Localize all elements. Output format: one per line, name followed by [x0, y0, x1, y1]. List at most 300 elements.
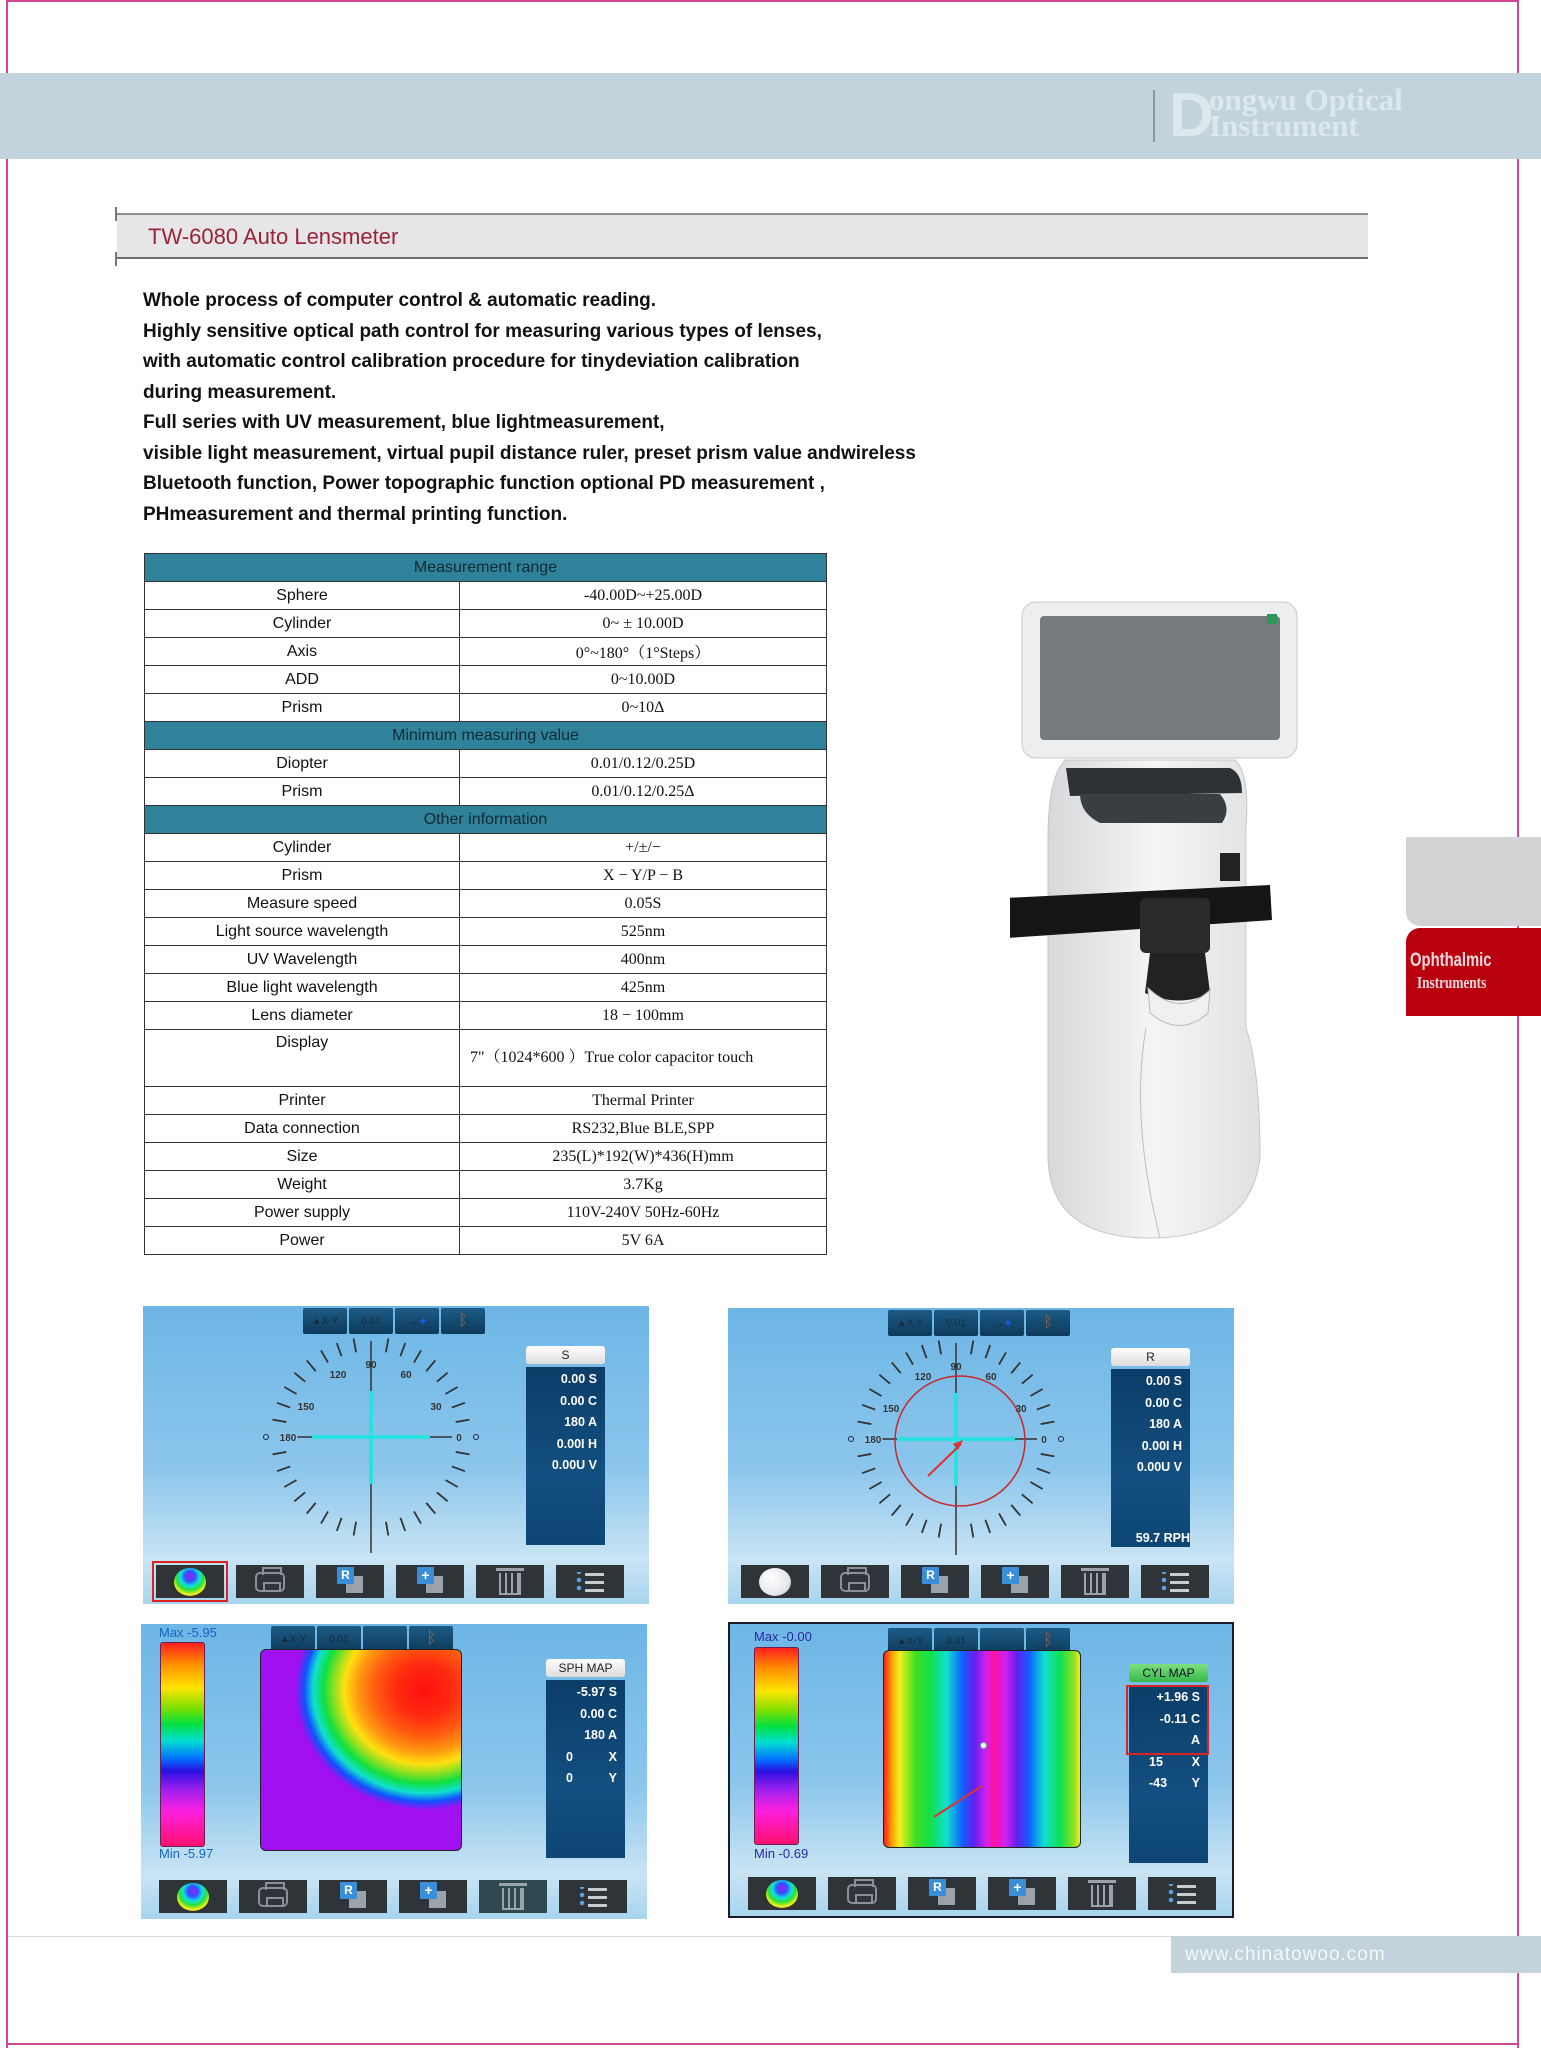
spec-value: 18 − 100mm — [460, 1002, 827, 1030]
color-scale-bar — [160, 1642, 205, 1847]
dial-tick — [452, 1466, 465, 1471]
dial-end-marker — [1059, 1437, 1064, 1442]
spec-label: Power — [145, 1227, 460, 1255]
dial-tick — [869, 1389, 881, 1396]
spec-value: 235(L)*192(W)*436(H)mm — [460, 1143, 827, 1171]
dial-tick — [1030, 1389, 1042, 1396]
dial-tick — [277, 1466, 290, 1471]
y-coordinate — [546, 1768, 625, 1790]
y-value: 0 — [566, 1771, 573, 1785]
dial-label: 60 — [400, 1370, 412, 1381]
product-title: TW-6080 Auto Lensmeter — [148, 224, 399, 249]
table-row — [145, 750, 827, 778]
table-row — [145, 862, 827, 890]
menu-button[interactable] — [1148, 1877, 1216, 1910]
bluetooth-icon: ᛒ — [1043, 1632, 1053, 1649]
step-button[interactable]: 0.01 — [934, 1628, 978, 1654]
trash-icon — [499, 1573, 521, 1595]
description-line: Bluetooth function, Power topographic function optional PD measurement , — [143, 473, 825, 494]
dial-tick — [892, 1362, 901, 1373]
screen-sph-map — [141, 1624, 647, 1919]
lens-icon — [759, 1568, 791, 1596]
menu-icon — [579, 1887, 607, 1907]
mode-tab[interactable]: SPH MAP — [546, 1659, 625, 1677]
axis-value: 180 A — [1149, 1417, 1182, 1431]
sphere-value: 0.00 S — [1145, 1374, 1182, 1388]
dial-tick — [906, 1513, 913, 1525]
spec-value: 0~ ± 10.00D — [460, 610, 827, 638]
highlight-box — [1126, 1685, 1209, 1755]
description-line: Whole process of computer control & automatic reading. — [143, 290, 657, 311]
dial-label: 120 — [914, 1372, 932, 1383]
dial-tick — [400, 1343, 405, 1356]
dial-tick — [1037, 1468, 1050, 1473]
dial-tick — [445, 1387, 457, 1394]
dial-tick — [294, 1492, 305, 1501]
dial-tick — [939, 1341, 941, 1355]
table-row — [145, 974, 827, 1002]
dial-tick — [277, 1403, 290, 1408]
cylinder-value: 0.00 C — [580, 1706, 617, 1721]
dial-tick — [858, 1422, 872, 1424]
prism-h-value: 0.00I H — [1141, 1438, 1182, 1453]
table-row — [145, 638, 827, 666]
printer-icon — [840, 1572, 870, 1592]
prism-v-value: 0.00U V — [551, 1458, 597, 1472]
spec-value: 0°~180°（1°Steps） — [460, 638, 827, 666]
dial-end-marker — [474, 1435, 479, 1440]
dial-label: 150 — [297, 1402, 315, 1413]
arrow-icon: → — [407, 1314, 420, 1328]
menu-icon — [1161, 1572, 1189, 1592]
cylinder-value: 0.00 C — [1145, 1395, 1182, 1410]
section-header — [145, 554, 827, 582]
spec-label: Diopter — [145, 750, 460, 778]
spec-value: -40.00D~+25.00D — [460, 582, 827, 610]
spec-value: 0~10Δ — [460, 694, 827, 722]
product-description — [143, 286, 993, 530]
right-left-icon: R — [918, 1567, 952, 1597]
screen-cyl-map — [728, 1622, 1234, 1918]
spec-label: Lens diameter — [145, 1002, 460, 1030]
page-border-top — [6, 0, 1519, 2]
table-row — [145, 582, 827, 610]
power-map-icon — [177, 1883, 209, 1911]
dial-tick — [906, 1352, 913, 1364]
reading-panel — [1111, 1348, 1190, 1547]
screen-bottom-toolbar — [748, 1877, 1216, 1910]
description-line: Highly sensitive optical path control for measuring various types of lenses, — [143, 320, 822, 342]
step-button[interactable]: 0.01 — [317, 1626, 361, 1652]
reading-values — [546, 1680, 625, 1858]
spec-value: RS232,Blue BLE,SPP — [460, 1115, 827, 1143]
direction-arrow — [884, 1651, 1080, 1847]
sphere-value: 0.00 S — [560, 1372, 597, 1386]
axis-value: 180 A — [564, 1415, 597, 1429]
section-title: Minimum measuring value — [145, 722, 827, 750]
page-border-right — [1517, 0, 1519, 2048]
spec-value: 5V 6A — [460, 1227, 827, 1255]
sphere-value: +1.96 S — [1156, 1690, 1200, 1704]
section-header — [145, 806, 827, 834]
dial-tick — [437, 1492, 448, 1501]
table-row — [145, 1171, 827, 1199]
side-tab-line-2: Instruments — [1417, 973, 1487, 992]
dial-tick — [337, 1343, 342, 1356]
mode-tab[interactable]: R — [1111, 1348, 1190, 1366]
logo-line-2: Instrument — [1209, 108, 1359, 143]
dial-tick — [414, 1350, 421, 1362]
table-row — [145, 778, 827, 806]
spec-value: 0.01/0.12/0.25D — [460, 750, 827, 778]
section-header — [145, 722, 827, 750]
menu-button[interactable] — [556, 1565, 624, 1598]
dial-tick — [858, 1454, 872, 1456]
table-row — [145, 1002, 827, 1030]
cylinder-value: -0.11 C — [1159, 1711, 1200, 1726]
table-row — [145, 946, 827, 974]
prism-v-value: 0.00U V — [1136, 1460, 1182, 1474]
axis-value: A — [1190, 1733, 1200, 1747]
reading-panel — [546, 1659, 625, 1858]
logo-line-1: ongwu Optical — [1209, 82, 1403, 117]
dial-tick — [414, 1511, 421, 1523]
spec-label: Prism — [145, 694, 460, 722]
right-left-button[interactable] — [316, 1565, 384, 1598]
lens-type-button[interactable] — [741, 1565, 809, 1598]
spec-label: Cylinder — [145, 834, 460, 862]
table-row — [145, 1199, 827, 1227]
right-left-icon: R — [925, 1879, 959, 1909]
power-map-button[interactable] — [159, 1880, 227, 1913]
spec-label: Printer — [145, 1087, 460, 1115]
menu-icon — [576, 1572, 604, 1592]
dial-tick — [354, 1522, 356, 1536]
x-coordinate — [546, 1747, 625, 1769]
dial-label: 180 — [864, 1435, 882, 1446]
y-label: Y — [1191, 1776, 1200, 1790]
lensmeter-device-image — [1010, 598, 1330, 1248]
bluetooth-button[interactable] — [1026, 1310, 1070, 1336]
dial-tick — [400, 1518, 405, 1531]
screen-progressive-lens — [728, 1308, 1234, 1604]
menu-button[interactable] — [1141, 1565, 1209, 1598]
table-row — [145, 1143, 827, 1171]
side-tab-category — [1406, 928, 1541, 1016]
footer-url[interactable]: www.chinatowoo.com — [1185, 1944, 1386, 1965]
print-button[interactable] — [236, 1565, 304, 1598]
add-button[interactable] — [988, 1877, 1056, 1910]
dial-tick — [879, 1494, 890, 1503]
dial-tick — [1011, 1362, 1020, 1373]
reading-values — [1129, 1685, 1208, 1863]
spec-value: +/±/− — [460, 834, 827, 862]
sphere-power-map — [260, 1649, 462, 1851]
dial-label: 90 — [365, 1360, 377, 1371]
dial-tick — [284, 1480, 296, 1487]
add-icon: + — [998, 1567, 1032, 1597]
scale-max-label: Max -5.95 — [159, 1625, 217, 1640]
dial-label: 120 — [329, 1370, 347, 1381]
scale-min-label: Min -5.97 — [159, 1846, 214, 1861]
logo-initial: D — [1169, 81, 1214, 150]
menu-button[interactable] — [559, 1880, 627, 1913]
trash-icon — [1091, 1885, 1113, 1907]
right-left-button[interactable] — [319, 1880, 387, 1913]
dial-tick — [999, 1513, 1006, 1525]
spec-value: X − Y/P − B — [460, 862, 827, 890]
description-line: during measurement. — [143, 381, 337, 403]
prism-mode-button[interactable]: ▲X-Y — [303, 1308, 347, 1334]
spec-label: Blue light wavelength — [145, 974, 460, 1002]
print-button[interactable] — [821, 1565, 889, 1598]
description-line: with automatic control calibration procedure for tinydeviation calibration — [143, 351, 800, 372]
add-button[interactable] — [399, 1880, 467, 1913]
x-label: X — [608, 1749, 617, 1764]
mode-tab[interactable]: S — [526, 1346, 605, 1364]
dial-label: 150 — [882, 1404, 900, 1415]
step-button[interactable]: 0.01 — [349, 1308, 393, 1334]
spec-value: 0.05S — [460, 890, 827, 918]
prism-mode-button[interactable]: ▲X-Y — [271, 1626, 315, 1652]
dial-tick — [869, 1482, 881, 1489]
dial-tick — [971, 1341, 973, 1355]
trash-icon — [1084, 1573, 1106, 1595]
spec-label: Display — [145, 1030, 460, 1087]
spec-label: Data connection — [145, 1115, 460, 1143]
spec-label: ADD — [145, 666, 460, 694]
dial-tick — [985, 1345, 990, 1358]
dial-tick — [456, 1420, 470, 1422]
dial-tick — [386, 1339, 388, 1353]
dial-tick — [862, 1468, 875, 1473]
reading-panel — [526, 1346, 605, 1545]
cylinder-power-map — [883, 1650, 1081, 1848]
bluetooth-icon: ᛒ — [426, 1630, 436, 1647]
screen-bottom-toolbar — [159, 1880, 627, 1913]
table-row — [145, 1227, 827, 1255]
delete-button[interactable] — [479, 1880, 547, 1913]
print-button[interactable] — [239, 1880, 307, 1913]
dial-tick — [1037, 1405, 1050, 1410]
x-value: 15 — [1149, 1754, 1163, 1769]
logo-divider — [1153, 90, 1155, 142]
dial-tick — [321, 1511, 328, 1523]
dial-tick — [1041, 1454, 1055, 1456]
cylinder-sign-button[interactable] — [980, 1310, 1024, 1336]
dial-tick — [294, 1373, 305, 1382]
table-row — [145, 694, 827, 722]
dial-tick — [1011, 1505, 1020, 1516]
spec-label: Measure speed — [145, 890, 460, 918]
scale-max-label: Max -0.00 — [754, 1629, 812, 1644]
spec-value: 525nm — [460, 918, 827, 946]
dial-tick — [354, 1339, 356, 1353]
dial-tick — [1030, 1482, 1042, 1489]
spec-value: 3.7Kg — [460, 1171, 827, 1199]
section-title: Other information — [145, 806, 827, 834]
dial-tick — [939, 1524, 941, 1538]
trash-icon — [502, 1888, 524, 1910]
x-value: 0 — [566, 1749, 573, 1764]
scale-min-label: Min -0.69 — [754, 1846, 809, 1861]
section-title: Measurement range — [145, 554, 827, 582]
dial-label: 180 — [279, 1433, 297, 1444]
axis-dial — [845, 1338, 1067, 1560]
right-left-icon: R — [333, 1567, 367, 1597]
dial-tick — [437, 1373, 448, 1382]
bluetooth-icon: ᛒ — [458, 1312, 468, 1329]
y-value: -43 — [1149, 1776, 1168, 1790]
dial-tick — [879, 1375, 890, 1384]
delete-button[interactable] — [1068, 1877, 1136, 1910]
plus-icon: + — [1004, 1316, 1012, 1330]
power-map-button[interactable] — [156, 1565, 224, 1598]
spec-value: 0~10.00D — [460, 666, 827, 694]
dial-tick — [445, 1480, 457, 1487]
bluetooth-icon: ᛒ — [1043, 1314, 1053, 1331]
spec-value: 110V-240V 50Hz-60Hz — [460, 1199, 827, 1227]
dial-tick — [999, 1352, 1006, 1364]
print-button[interactable] — [828, 1877, 896, 1910]
dial-tick — [307, 1360, 316, 1371]
power-map-icon — [174, 1568, 206, 1596]
plus-icon: + — [419, 1314, 427, 1328]
dial-tick — [922, 1345, 927, 1358]
dial-tick — [273, 1452, 287, 1454]
add-button[interactable] — [396, 1565, 464, 1598]
step-button[interactable]: 0.01 — [934, 1310, 978, 1336]
spec-label: Size — [145, 1143, 460, 1171]
spec-label: Axis — [145, 638, 460, 666]
spec-label: Power supply — [145, 1199, 460, 1227]
prism-mode-button[interactable]: ▲X-Y — [888, 1310, 932, 1336]
spec-value: 0.01/0.12/0.25Δ — [460, 778, 827, 806]
spec-label: Prism — [145, 862, 460, 890]
screen-single-lens — [143, 1306, 649, 1604]
cylinder-value: 0.00 C — [560, 1393, 597, 1408]
dial-tick — [1041, 1422, 1055, 1424]
company-logo — [1153, 81, 1453, 150]
spec-value: 425nm — [460, 974, 827, 1002]
spec-value: 400nm — [460, 946, 827, 974]
dial-label: 30 — [1015, 1404, 1027, 1415]
add-button[interactable] — [981, 1565, 1049, 1598]
table-row — [145, 610, 827, 638]
table-row — [145, 1115, 827, 1143]
axis-dial — [260, 1336, 482, 1558]
spec-label: Prism — [145, 778, 460, 806]
dial-tick — [452, 1403, 465, 1408]
right-left-icon: R — [336, 1882, 370, 1912]
spec-label: Sphere — [145, 582, 460, 610]
page-border-bottom — [6, 2043, 1519, 2045]
dial-end-marker — [849, 1437, 854, 1442]
side-tab-line-1: Ophthalmic — [1410, 950, 1492, 971]
dial-tick — [386, 1522, 388, 1536]
description-line: PHmeasurement and thermal printing function. — [143, 503, 568, 525]
prism-h-value: 0.00I H — [556, 1436, 597, 1451]
table-row — [145, 918, 827, 946]
mode-tab[interactable]: CYL MAP — [1129, 1664, 1208, 1682]
sphere-value: -5.97 S — [576, 1685, 617, 1699]
dial-tick — [862, 1405, 875, 1410]
dial-tick — [307, 1503, 316, 1514]
add-icon: + — [1005, 1879, 1039, 1909]
right-left-button[interactable] — [901, 1565, 969, 1598]
screen-toolbar — [888, 1310, 1070, 1338]
reading-values — [1111, 1369, 1190, 1547]
dial-tick — [1022, 1494, 1033, 1503]
bluetooth-button[interactable] — [441, 1308, 485, 1334]
dial-tick — [426, 1360, 435, 1371]
dial-label: 0 — [456, 1433, 462, 1444]
dial-tick — [337, 1518, 342, 1531]
dial-end-marker — [264, 1435, 269, 1440]
page-border-left — [6, 0, 8, 2048]
rph-value: 59.7 RPH — [1135, 1531, 1190, 1545]
axis-value: 180 A — [584, 1728, 617, 1742]
right-left-button[interactable] — [908, 1877, 976, 1910]
dial-tick — [922, 1520, 927, 1533]
dial-label: 0 — [1041, 1435, 1047, 1446]
y-coordinate — [1129, 1773, 1208, 1795]
table-row — [145, 1030, 827, 1087]
printer-icon — [255, 1572, 285, 1592]
screen-bottom-toolbar — [156, 1565, 624, 1598]
menu-icon — [1168, 1884, 1196, 1904]
add-icon: + — [413, 1567, 447, 1597]
dial-tick — [892, 1505, 901, 1516]
description-line: visible light measurement, virtual pupil distance ruler, preset prism value andwireless — [143, 442, 916, 464]
spec-table — [144, 553, 827, 1255]
dial-tick — [273, 1420, 287, 1422]
spec-label: Weight — [145, 1171, 460, 1199]
y-label: Y — [608, 1771, 617, 1785]
prism-mode-button[interactable]: ▲X-Y — [888, 1628, 932, 1654]
spec-label: UV Wavelength — [145, 946, 460, 974]
dial-tick — [971, 1524, 973, 1538]
printer-icon — [258, 1887, 288, 1907]
dial-label: 60 — [985, 1372, 997, 1383]
dial-tick — [456, 1452, 470, 1454]
spec-value: 7"（1024*600 ）True color capacitor touch — [460, 1030, 827, 1087]
screen-toolbar — [303, 1308, 485, 1336]
x-label: X — [1191, 1754, 1200, 1769]
reading-values — [526, 1367, 605, 1545]
dial-tick — [1022, 1375, 1033, 1384]
add-icon: + — [416, 1882, 450, 1912]
delete-button[interactable] — [476, 1565, 544, 1598]
delete-button[interactable] — [1061, 1565, 1129, 1598]
dial-tick — [321, 1350, 328, 1362]
power-map-icon — [766, 1880, 798, 1908]
table-row — [145, 1087, 827, 1115]
power-map-button[interactable] — [748, 1877, 816, 1910]
spec-label: Light source wavelength — [145, 918, 460, 946]
dial-tick — [284, 1387, 296, 1394]
color-scale-bar — [754, 1647, 799, 1845]
spec-label: Cylinder — [145, 610, 460, 638]
dial-label: 90 — [950, 1362, 962, 1373]
cylinder-sign-button[interactable] — [395, 1308, 439, 1334]
side-tab-gray — [1406, 837, 1541, 926]
screen-bottom-toolbar — [741, 1565, 1209, 1598]
table-row — [145, 666, 827, 694]
dial-tick — [426, 1503, 435, 1514]
dial-tick — [985, 1520, 990, 1533]
table-row — [145, 834, 827, 862]
